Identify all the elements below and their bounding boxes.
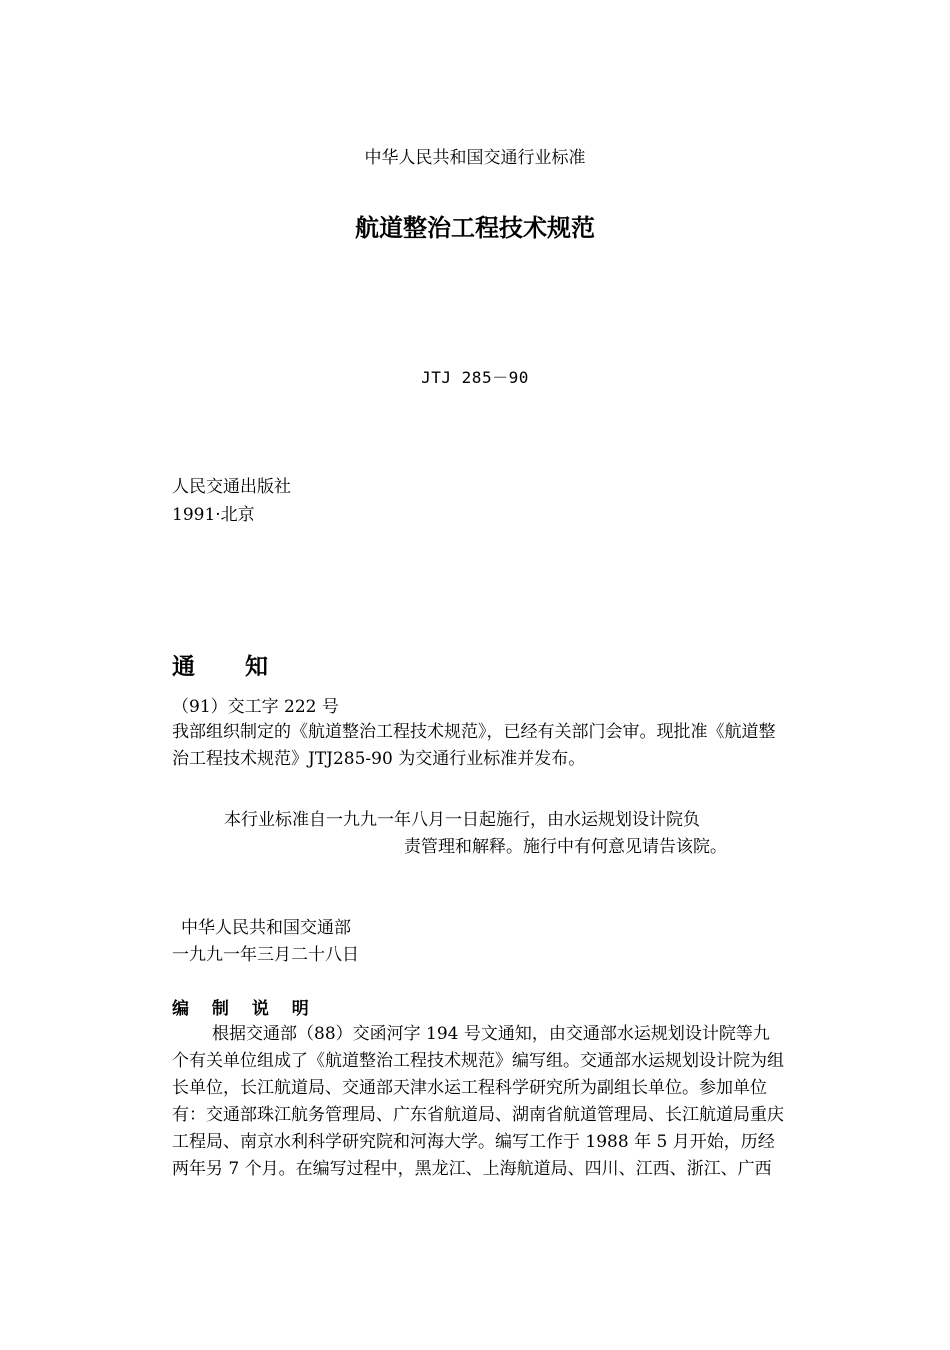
notice-effective-line-1: 本行业标准自一九九一年八月一日起施行，由水运规划设计院负 xyxy=(224,810,700,830)
standard-type-line: 中华人民共和国交通行业标准 xyxy=(364,148,586,168)
publication-year-place: 1991·北京 xyxy=(172,505,255,525)
notice-effective-line-2: 责管理和解释。施行中有何意见请告该院。 xyxy=(404,837,727,857)
compilation-note-body: 根据交通部（88）交函河字 194 号文通知，由交通部水运规划设计院等九个有关单位组成了《航道整治工程技术规范》编写组。交通部水运规划设计院为组长单位，长江航道局、交通部天津水运工程科学研究所为副组长单位。参加单位有：交通部珠江航务管理局、广东省航道局、湖南省航道管理局、长江航道局重庆工程局、南京水利科学研究院和河海大学。编写工作于 1988 年 5 月开始，历经两年另 7 个月。在编写过程中，黑龙江、上海航道局、四川、江西、浙江、广西 xyxy=(172,1024,784,1179)
compilation-note-heading: 编 制 说 明 xyxy=(172,999,310,1019)
notice-body-paragraph: 我部组织制定的《航道整治工程技术规范》，已经有关部门会审。现批准《航道整治工程技术规范》JTJ285-90 为交通行业标准并发布。 xyxy=(172,722,776,769)
standard-code: JTJ 285－90 xyxy=(421,368,529,387)
issuer: 中华人民共和国交通部 xyxy=(181,918,351,938)
publisher-name: 人民交通出版社 xyxy=(172,477,291,497)
notice-doc-number: （91）交工字 222 号 xyxy=(172,697,339,717)
notice-heading: 通 知 xyxy=(172,654,271,680)
issue-date: 一九九一年三月二十八日 xyxy=(172,945,359,965)
document-title: 航道整治工程技术规范 xyxy=(355,214,595,242)
